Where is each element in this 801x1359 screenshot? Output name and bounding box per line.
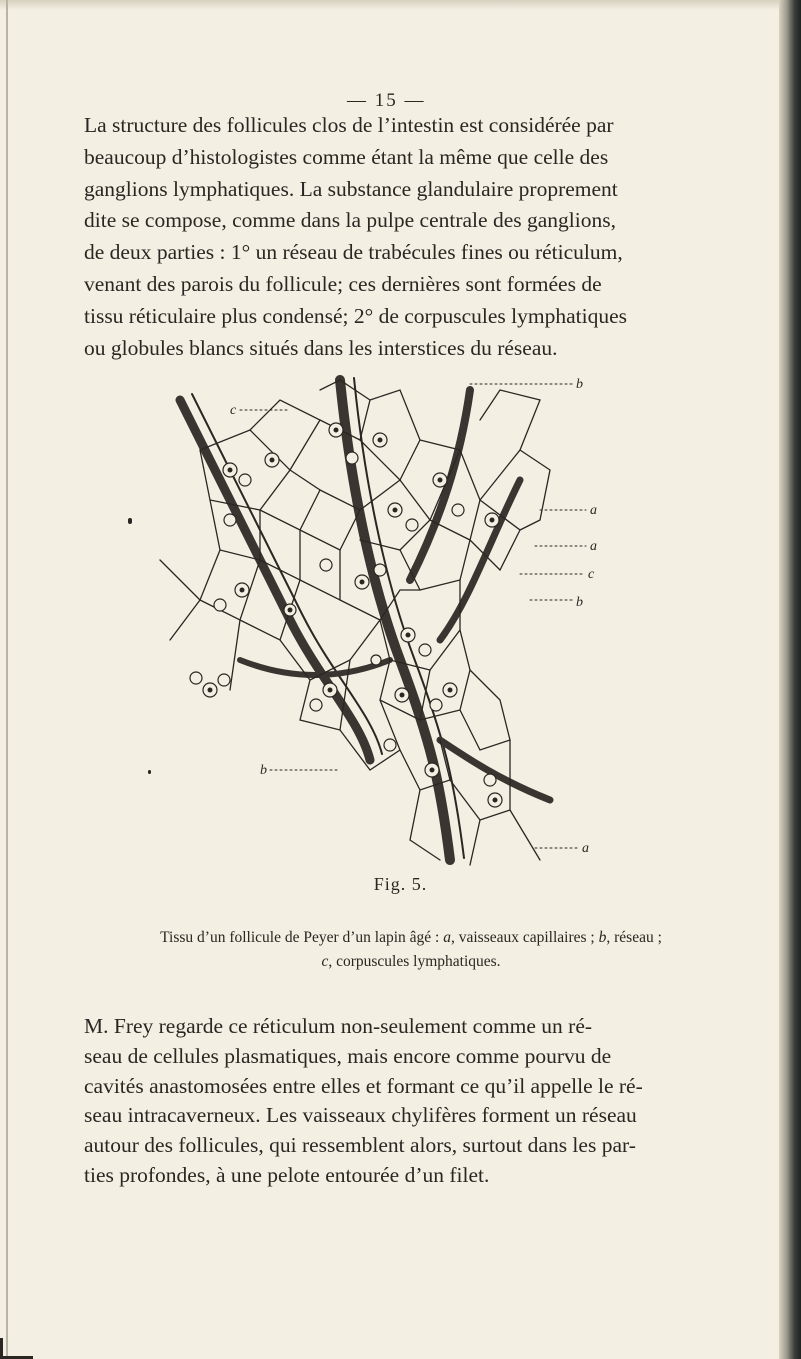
- page-number: — 15 —: [347, 90, 426, 111]
- label-a-1: a: [590, 503, 597, 518]
- label-c-right: c: [588, 567, 595, 582]
- text-line: venant des parois du follicule; ces dernières sont formées de: [84, 271, 602, 296]
- reticulum-engraving: [140, 360, 620, 880]
- caption-text: , réseau ;: [606, 929, 662, 946]
- paragraph-2: [84, 1012, 714, 1191]
- text-line: tissu réticulaire plus condensé; 2° de corpuscules lymphatiques: [84, 303, 627, 328]
- figure-title: Fig. 5.: [373, 874, 428, 894]
- caption-text: Tissu d’un follicule de Peyer d’un lapin âgé :: [160, 929, 444, 946]
- corner-crop-mark: [0, 1338, 33, 1359]
- page-left-edge: [6, 0, 8, 1359]
- text-line: dite se compose, comme dans la pulpe centrale des ganglions,: [84, 208, 616, 233]
- text-line: de deux parties : 1° un réseau de trabécules fines ou réticulum,: [84, 240, 623, 265]
- caption-key-b: b: [598, 929, 607, 946]
- text-line: ou globules blancs situés dans les interstices du réseau.: [84, 335, 558, 360]
- label-b-lower: b: [260, 763, 267, 778]
- text-line: beaucoup d’histologistes comme étant la même que celle des: [84, 144, 609, 169]
- label-c-left: c: [230, 403, 237, 418]
- text-line: cavités anastomosées entre elles et formant ce qu’il appelle le ré-: [84, 1073, 643, 1098]
- ink-speck: [128, 518, 132, 524]
- caption-text: , corpuscules lymphatiques.: [328, 953, 501, 970]
- text-line: ties profondes, à une pelote entourée d’un filet.: [84, 1162, 490, 1187]
- text-line: ganglions lymphatiques. La substance glandulaire proprement: [84, 176, 618, 201]
- label-b-right: b: [576, 595, 583, 610]
- figure-caption: [96, 926, 726, 974]
- book-spine-edge: [779, 0, 801, 1359]
- text-line: seau intracaverneux. Les vaisseaux chylifères forment un réseau: [84, 1103, 637, 1128]
- label-a-bottom: a: [582, 841, 589, 856]
- caption-key-a: a: [443, 929, 451, 946]
- ink-speck: [148, 770, 151, 774]
- label-a-2: a: [590, 539, 597, 554]
- page-top-shadow: [0, 0, 801, 10]
- histology-figure: [140, 360, 620, 880]
- text-line: M. Frey regarde ce réticulum non-seulement comme un ré-: [84, 1014, 593, 1038]
- text-line: autour des follicules, qui ressemblent alors, surtout dans les par-: [84, 1133, 636, 1158]
- caption-text: , vaisseaux capillaires ;: [450, 929, 599, 946]
- label-b-top: b: [576, 377, 583, 392]
- caption-key-c: c: [321, 953, 329, 970]
- text-line: La structure des follicules clos de l’intestin est considérée par: [84, 113, 614, 137]
- text-line: seau de cellules plasmatiques, mais encore comme pourvu de: [84, 1043, 612, 1068]
- paragraph-1: [84, 110, 714, 364]
